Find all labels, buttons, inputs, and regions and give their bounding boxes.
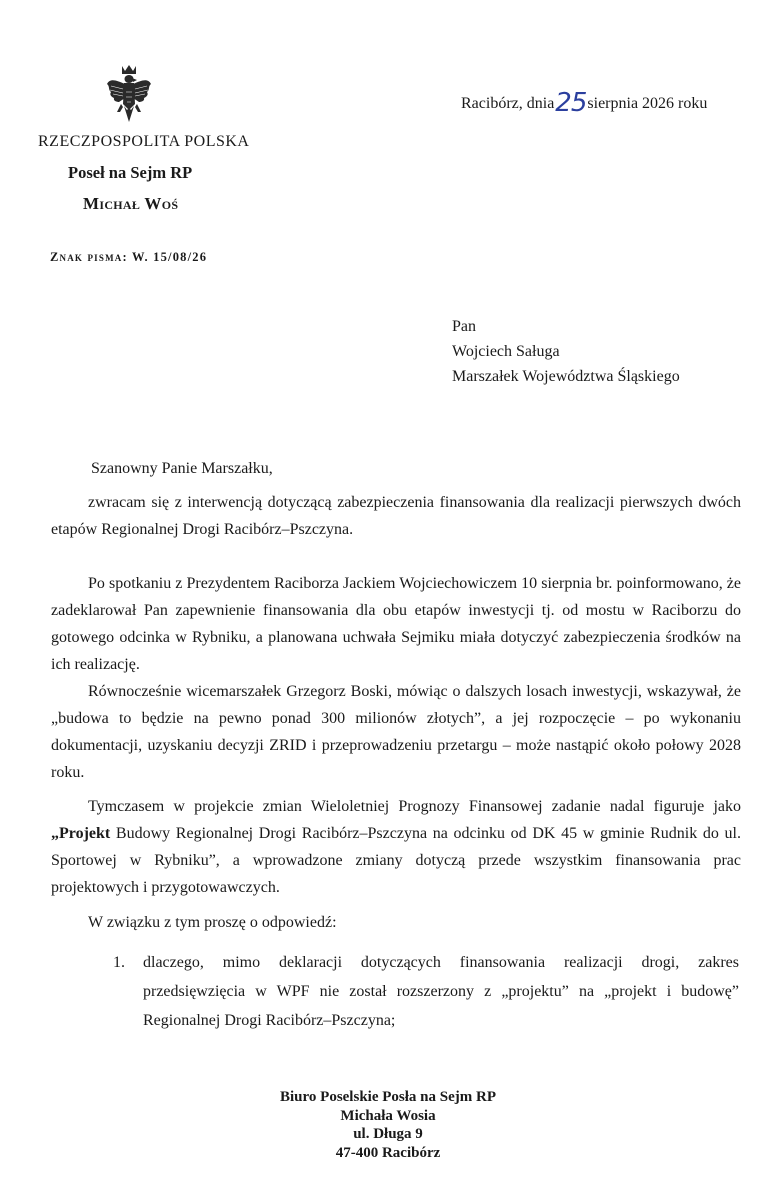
dateline-prefix: Racibórz, dnia	[461, 95, 555, 112]
reference-number	[50, 250, 207, 265]
country-name: RZECZPOSPOLITA POLSKA	[38, 133, 250, 150]
addressee-line: Marszałek Województwa Śląskiego	[452, 368, 680, 385]
footer-line: 47-400 Racibórz	[335, 1144, 441, 1161]
polish-eagle-emblem-icon	[106, 62, 152, 128]
footer-line: Michała Wosia	[340, 1107, 436, 1124]
reference-label: Znak pisma:	[50, 250, 128, 264]
salutation: Szanowny Panie Marszałku,	[91, 460, 273, 477]
dateline	[461, 85, 708, 118]
list-item: dlaczego, mimo deklaracji dotyczących finansowania realizacji drogi, zakres przedsięwzięcia w WPF nie został rozszerzony z „projektu” na „projekt i budowę” Regionalnej Drogi Racibórz–Pszczyna;	[143, 954, 739, 1029]
sender-name: Michał Woś	[83, 194, 179, 213]
paragraph-2: Po spotkaniu z Prezydentem Raciborza Jackiem Wojciechowiczem 10 sierpnia br. poinformowano, że zadeklarował Pan zapewnienie finansowania dla obu etapów inwestycji tj. od mostu w Raciborzu do gotowego odcinka w Rybniku, a planowana uchwała Sejmiku miała dotyczyć zabezpieczenia środków na ich realizację.	[51, 575, 741, 673]
paragraph-4-start: Tymczasem w projekcie zmian Wieloletniej Prognozy Finansowej zadanie nadal figuruje jako	[88, 798, 741, 815]
addressee-line: Wojciech Saługa	[452, 343, 560, 360]
paragraph-1: zwracam się z interwencją dotyczącą zabezpieczenia finansowania dla realizacji pierwszych dwóch etapów Regionalnej Drogi Racibórz–Pszczyna.	[51, 494, 741, 538]
list-item-number: 1.	[113, 954, 125, 971]
office-title: Poseł na Sejm RP	[68, 163, 193, 182]
paragraph-4-bold: „Projekt	[51, 825, 111, 842]
reference-value: W. 15/08/26	[131, 250, 208, 264]
paragraph-5: W związku z tym proszę o odpowiedź:	[88, 914, 337, 931]
addressee-block	[452, 314, 680, 389]
footer-line: Biuro Poselskie Posła na Sejm RP	[280, 1089, 496, 1105]
footer-line: ul. Długa 9	[353, 1126, 423, 1142]
addressee-line: Pan	[452, 318, 476, 335]
paragraph-3: Równocześnie wicemarszałek Grzegorz Boski, mówiąc o dalszych losach inwestycji, wskazywał, że „budowa to będzie na pewno ponad 300 milionów złotych”, a jej rozpoczęcie – po wykonaniu dokumentacji, uzyskaniu decyzji ZRID i przeprowadzeniu przetargu – może nastąpić około połowy 2028 roku.	[51, 683, 741, 781]
dateline-suffix: sierpnia 2026 roku	[587, 95, 708, 112]
paragraph-4	[51, 793, 741, 901]
office-address-footer	[0, 1088, 776, 1162]
paragraph-4-end: Budowy Regionalnej Drogi Racibórz–Pszczyna na odcinku od DK 45 w gminie Rudnik do ul. Sportowej w Rybniku”, a wprowadzone zmiany dotyczą przede wszystkim finansowania prac projektowych i przygotowawczych.	[51, 825, 741, 896]
handwritten-day: 25	[555, 88, 587, 118]
